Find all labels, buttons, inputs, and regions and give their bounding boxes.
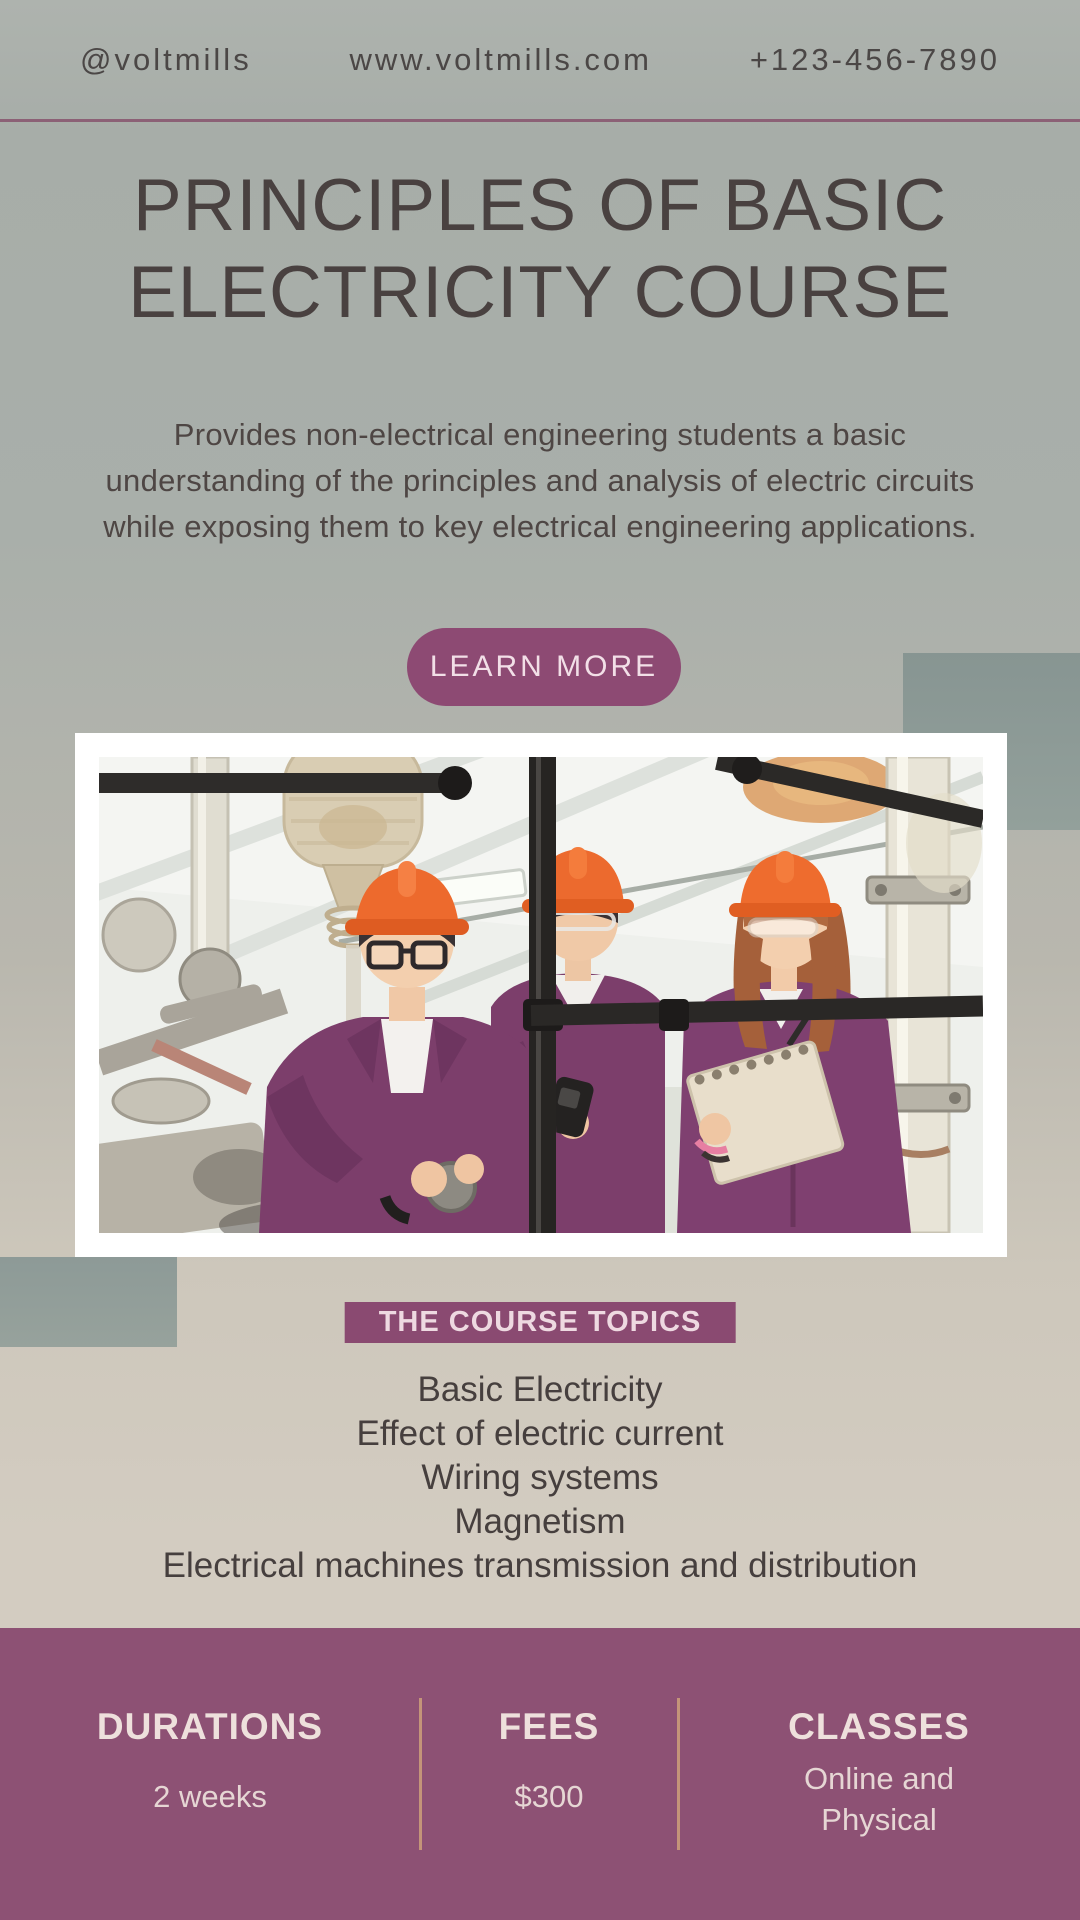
learn-more-button[interactable]: LEARN MORE [407, 628, 681, 706]
footer-col-durations [0, 1628, 420, 1817]
footer-col-fees [420, 1628, 678, 1817]
decorative-square-left [0, 1257, 177, 1347]
title-line-2: ELECTRICITY COURSE [128, 252, 952, 333]
topic-item: Effect of electric current [356, 1414, 724, 1453]
fees-label: FEES [498, 1706, 600, 1747]
classes-value: Online and Physical [804, 1761, 954, 1837]
footer-divider [419, 1698, 422, 1850]
topic-item: Wiring systems [421, 1458, 659, 1497]
social-handle: @voltmills [80, 42, 252, 77]
title-line-1: PRINCIPLES OF BASIC [132, 165, 948, 246]
course-photo-illustration [99, 757, 983, 1233]
topic-item: Basic Electricity [417, 1370, 663, 1409]
topic-item: Electrical machines transmission and distribution [162, 1546, 918, 1585]
course-photo [75, 733, 1007, 1257]
course-description: Provides non-electrical engineering students a basic understanding of the principles and analysis of electric circuits while exposing them to key electrical engineering applications. [103, 417, 977, 544]
classes-label: CLASSES [788, 1706, 970, 1747]
website-url: www.voltmills.com [349, 42, 652, 77]
topic-item: Magnetism [454, 1502, 626, 1541]
header-divider [0, 119, 1080, 122]
phone-number: +123-456-7890 [749, 42, 1000, 77]
topics-heading-banner: THE COURSE TOPICS [345, 1302, 736, 1343]
topics-list [0, 1368, 1080, 1588]
footer-divider [677, 1698, 680, 1850]
durations-value: 2 weeks [153, 1779, 267, 1814]
durations-label: DURATIONS [96, 1706, 324, 1747]
fees-value: $300 [514, 1779, 584, 1814]
header [0, 0, 1080, 120]
footer-col-classes [678, 1628, 1080, 1840]
page-title [0, 162, 1080, 336]
footer-info-bar [0, 1628, 1080, 1920]
